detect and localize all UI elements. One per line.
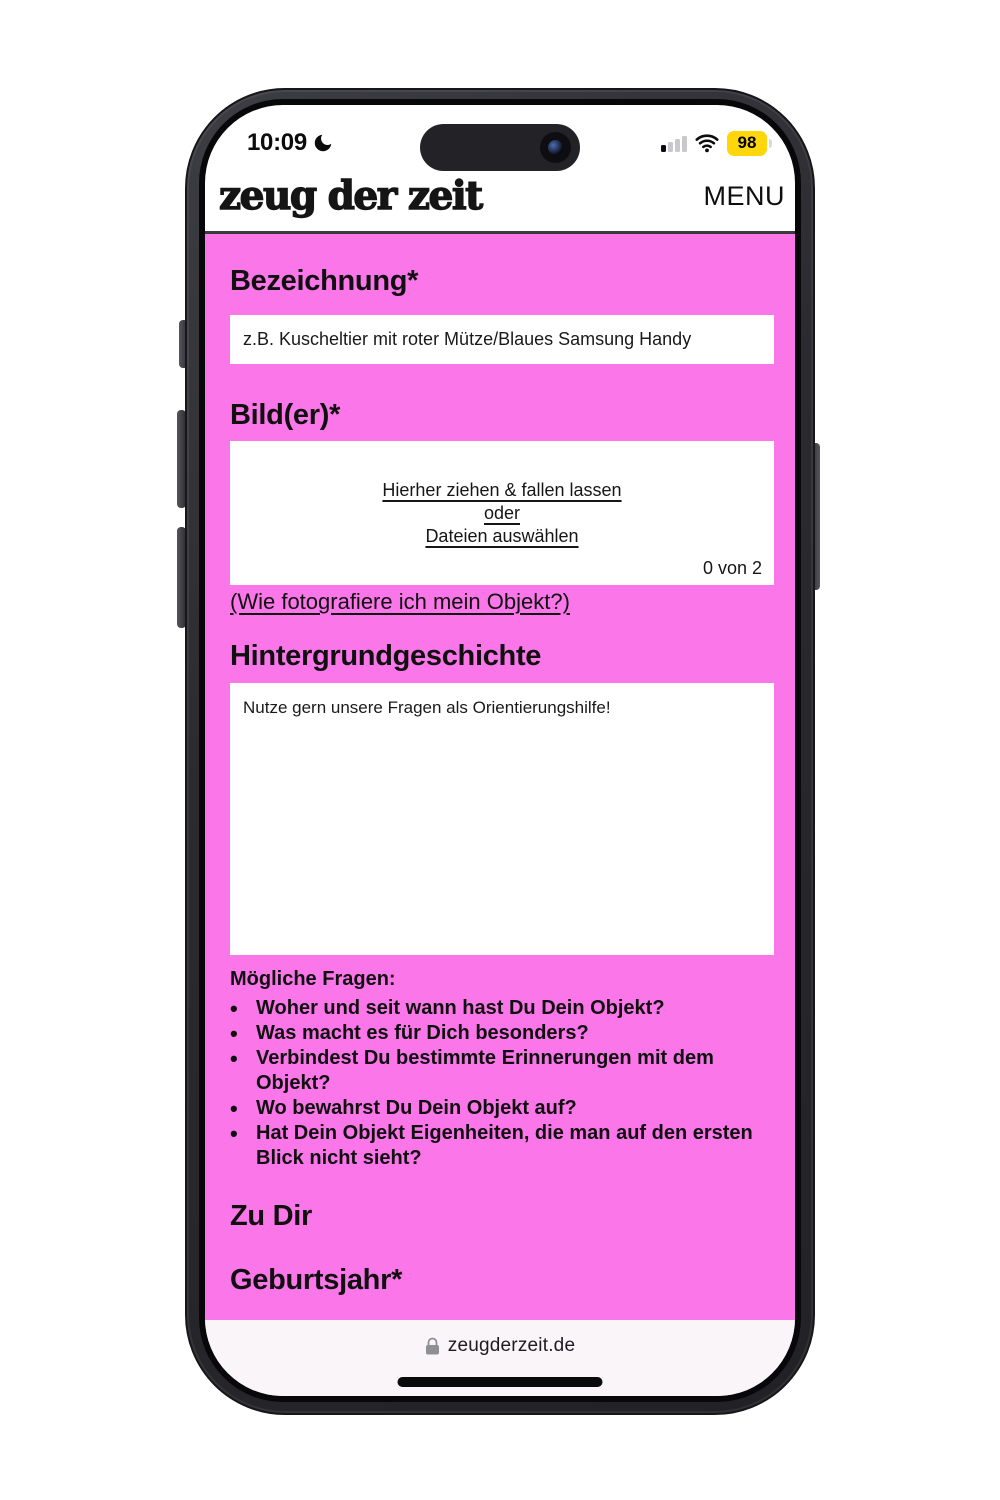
list-item: [230, 996, 774, 1021]
image-counter: 0 von 2: [702, 558, 762, 578]
list-item-text: Was macht es für Dich besonders?: [256, 1022, 589, 1044]
dynamic-island: [420, 124, 580, 171]
menu-button[interactable]: MENU: [703, 180, 785, 211]
clock-label: 10:09: [247, 129, 307, 156]
phone-frame: [185, 88, 815, 1415]
form-content: [205, 234, 795, 1320]
moon-icon: [312, 132, 334, 154]
site-header: [205, 167, 795, 231]
zu-dir-heading: Zu Dir: [230, 1200, 312, 1232]
bullet-icon: •: [230, 1046, 238, 1071]
file-select-link[interactable]: Dateien auswählen: [425, 525, 579, 546]
dropzone-drag-link[interactable]: Hierher ziehen & fallen lassen: [382, 479, 622, 500]
bullet-icon: •: [230, 1121, 238, 1146]
battery-badge: [727, 131, 767, 156]
fragen-intro: Mögliche Fragen:: [230, 968, 396, 990]
list-item: [230, 1121, 774, 1171]
dropzone-oder-link[interactable]: oder: [483, 502, 521, 523]
wifi-icon: [695, 134, 719, 153]
list-item-text: Verbindest Du bestimmte Erinnerungen mit dem Objekt?: [256, 1047, 714, 1094]
geburtsjahr-label: Geburtsjahr*: [230, 1264, 403, 1296]
image-dropzone[interactable]: [230, 441, 774, 585]
lock-icon: [425, 1337, 440, 1355]
front-camera-icon: [540, 132, 571, 163]
bullet-icon: •: [230, 1021, 238, 1046]
list-item: [230, 1096, 774, 1121]
status-icons: [661, 131, 767, 156]
list-item-text: Wo bewahrst Du Dein Objekt auf?: [256, 1097, 577, 1119]
bezeichnung-input[interactable]: [230, 315, 774, 364]
cellular-signal-icon: [661, 135, 687, 152]
list-item-text: Woher und seit wann hast Du Dein Objekt?: [256, 997, 665, 1019]
bullet-icon: •: [230, 1096, 238, 1121]
photo-help-link[interactable]: (Wie fotografiere ich mein Objekt?): [230, 589, 570, 614]
url-text: zeugderzeit.de: [447, 1335, 576, 1356]
bezeichnung-label: Bezeichnung*: [230, 265, 419, 297]
time-group: [247, 129, 334, 157]
hintergrund-label: Hintergrundgeschichte: [230, 640, 542, 672]
home-indicator[interactable]: [398, 1377, 603, 1387]
list-item: [230, 1021, 774, 1046]
fragen-list: [230, 996, 774, 1171]
bilder-label: Bild(er)*: [230, 399, 341, 431]
address-field[interactable]: [205, 1320, 795, 1357]
list-item: [230, 1046, 774, 1096]
bullet-icon: •: [230, 996, 238, 1021]
phone-screen: [205, 105, 795, 1396]
browser-url-bar: [205, 1320, 795, 1396]
battery-percent-label: 98: [737, 133, 757, 152]
site-logo[interactable]: zeug der zeit: [219, 173, 482, 219]
hintergrund-textarea[interactable]: [230, 683, 774, 955]
list-item-text: Hat Dein Objekt Eigenheiten, die man auf den ersten Blick nicht sieht?: [256, 1122, 753, 1169]
